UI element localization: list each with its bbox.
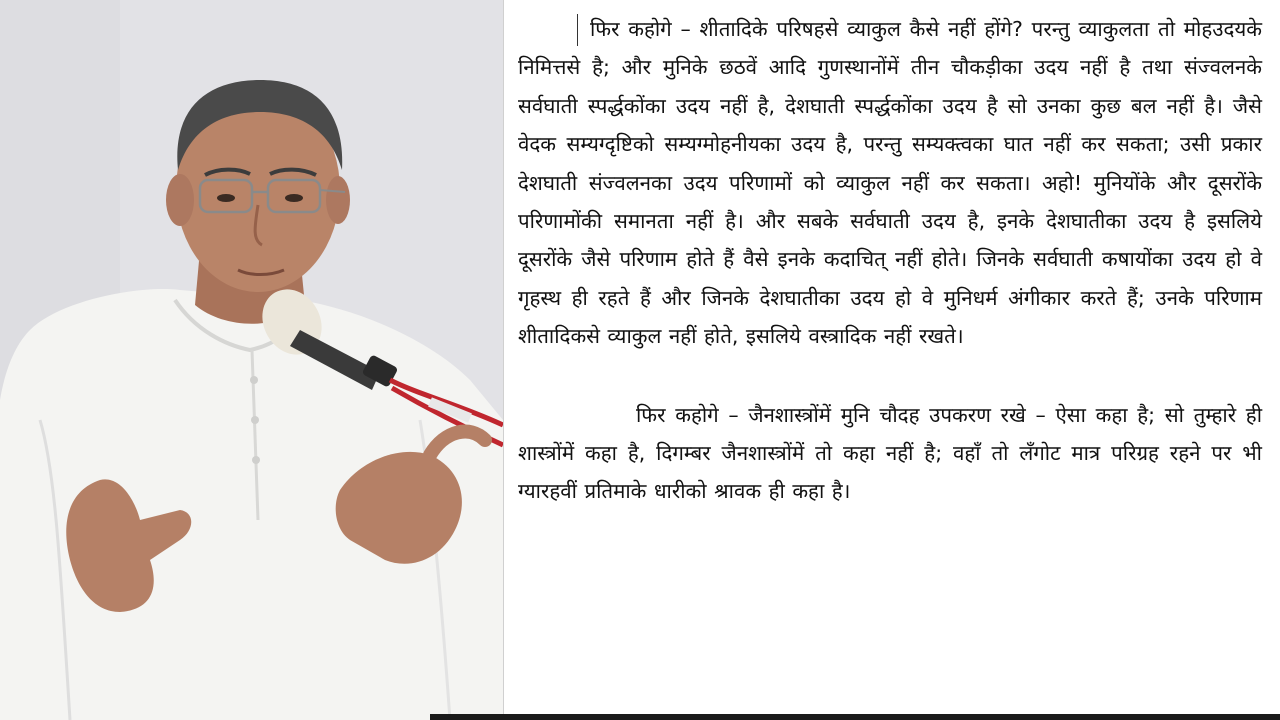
document-text-panel xyxy=(503,0,1280,720)
paragraph-2: फिर कहोगे – जैनशास्त्रोंमें मुनि चौदह उपकरण रखे – ऐसा कहा है; सो तुम्हारे ही शास्त्रोंमें कहा है, दिगम्बर जैनशास्त्रोंमें तो कहा नहीं है; वहाँ तो लँगोट मात्र परिग्रह रहने पर भी ग्यारहवीं प्रतिमाके धारीको श्रावक ही कहा है। xyxy=(518,402,1262,504)
bottom-bar xyxy=(430,714,1280,720)
text-cursor xyxy=(577,14,578,46)
speaker-illustration xyxy=(0,0,503,720)
paragraph-1: फिर कहोगे – शीतादिके परिषहसे व्याकुल कैसे नहीं होंगे? परन्तु व्याकुलता तो मोहउदयके निमित्तसे है; और मुनिके छठवें आदि गुणस्थानोंमें तीन चौकड़ीका उदय नहीं है तथा संज्वलनके सर्वघाती स्पर्द्धकोंका उदय नहीं है, देशघाती स्पर्द्धकोंका उदय है सो उनका कुछ बल नहीं है। जैसे वेदक सम्यग्दृष्टिको सम्यग्मोहनीयका उदय है, परन्तु सम्यक्त्वका घात नहीं कर सकता; उसी प्रकार देशघाती संज्वलनका उदय परिणामों को व्याकुल नहीं कर सकता। अहो! मुनियोंके और दूसरोंके परिणामोंकी समानता नहीं है। और सबके सर्वघाती उदय है, इनके देशघातीका उदय है इसलिये दूसरोंके जैसे परिणाम होते हैं वैसे इनके कदाचित् नहीं होते। जिनके सर्वघाती कषायोंका उदय हो वे गृहस्थ ही रहते हैं और जिनके देशघातीका उदय हो वे मुनिधर्म अंगीकार करते हैं; उनके परिणाम शीतादिकसे व्याकुल नहीं होते, इसलिये वस्त्रादिक नहीं रखते। xyxy=(518,17,1262,349)
speaker-video xyxy=(0,0,503,720)
